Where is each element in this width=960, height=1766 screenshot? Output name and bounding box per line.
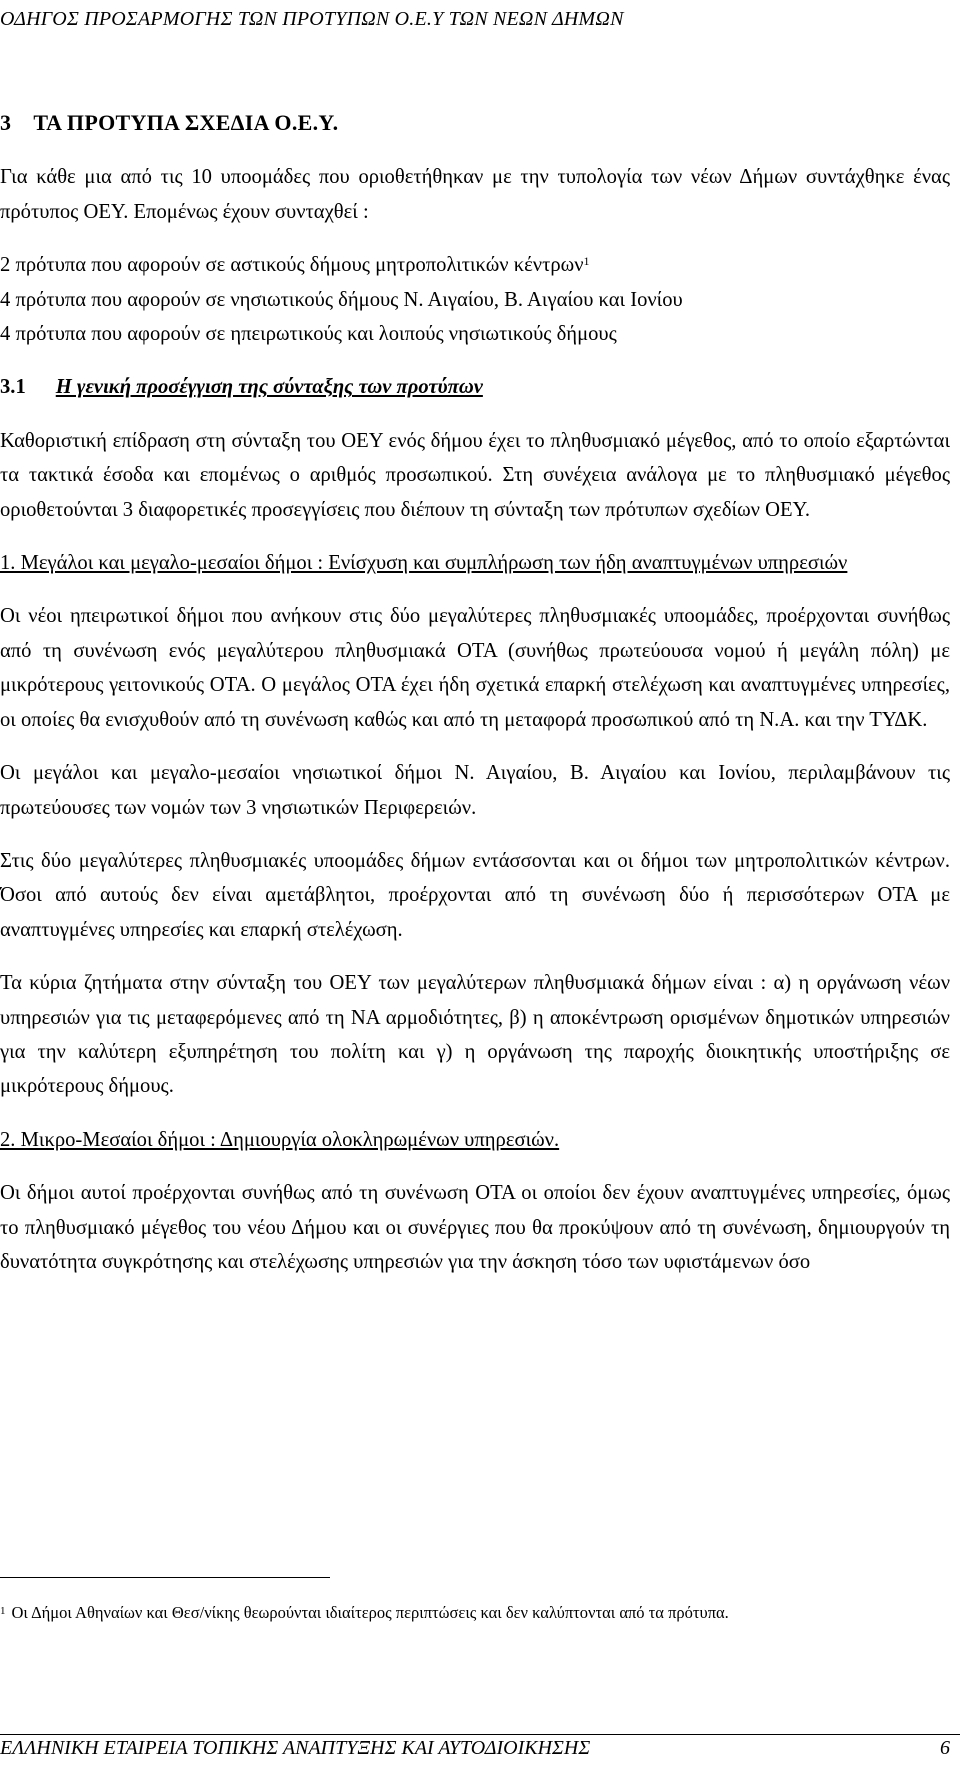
footnote-separator [0,1577,330,1578]
group1-heading: 1. Μεγάλοι και μεγαλο-μεσαίοι δήμοι : Ενίσχυση και συμπλήρωση των ήδη αναπτυγμένων υπηρεσιών [0,552,848,575]
footnote-reference[interactable]: 1 [583,254,590,269]
footer-separator [0,1734,960,1735]
group2-paragraph: Οι δήμοι αυτοί προέρχονται συνήθως από τη συνένωση ΟΤΑ οι οποίοι δεν έχουν αναπτυγμένες υπηρεσίες, όμως το πληθυσμιακό μέγεθος του νέου Δήμου και οι συνέργιες που θα προκύψουν από τη συνένωση, δημιουργούν τη δυνατότητα συγκρότησης και στελέχωσης υπηρεσιών για την άσκηση τόσο των υφιστάμενων όσο [0,1182,950,1273]
chapter-heading [0,106,950,140]
section-number: 3.1 [0,376,26,399]
chapter-title: ΤΑ ΠΡΟΤΥΠΑ ΣΧΕΔΙΑ Ο.Ε.Υ. [33,110,339,135]
footnote-text: Οι Δήμοι Αθηναίων και Θεσ/νίκης θεωρούνται ιδιαίτερος περιπτώσεις και δεν καλύπτονται από τα πρότυπα. [11,1603,729,1622]
footnote-marker: 1 [0,1605,6,1617]
footnote [0,1597,940,1629]
chapter-number: 3 [0,110,12,135]
footer-organization: ΕΛΛΗΝΙΚΗ ΕΤΑΙΡΕΙΑ ΤΟΠΙΚΗΣ ΑΝΑΠΤΥΞΗΣ ΚΑΙ ΑΥΤΟΔΙΟΙΚΗΣΗΣ [0,1737,591,1759]
group1-paragraph: Τα κύρια ζητήματα στην σύνταξη του ΟΕΥ των μεγαλύτερων πληθυσμιακά δήμων είναι : α) η οργάνωση νέων υπηρεσιών για τις μεταφερόμενες από τη ΝΑ αρμοδιότητες, β) η αποκέντρωση ορισμένων δημοτικών υπηρεσιών για την καλύτερη εξυπηρέτηση του πολίτη και γ) η οργάνωση της παροχής διοικητικής υποστήριξης σε μικρότερους δήμους. [0,972,950,1098]
group1-paragraph: Οι νέοι ηπειρωτικοί δήμοι που ανήκουν στις δύο μεγαλύτερες πληθυσμιακές υποομάδες, προέρχονται συνήθως από τη συνένωση ενός μεγαλύτερου πληθυσμιακά ΟΤΑ (συνήθως πρωτεύουσα νομού ή μεγάλη πόλη) με μικρότερους γειτονικούς ΟΤΑ. Ο μεγάλος ΟΤΑ έχει ήδη σχετικά επαρκή στελέχωση και αναπτυγμένες υπηρεσίες, οι οποίες θα ενισχυθούν από τη συνένωση καθώς και από τη μεταφορά προσωπικού από τη Ν.Α. και την ΤΥΔΚ. [0,605,950,731]
section-paragraph: Καθοριστική επίδραση στη σύνταξη του ΟΕΥ ενός δήμου έχει το πληθυσμιακό μέγεθος, από το οποίο εξαρτώνται τα τακτικά έσοδα και επομένως ο αριθμός προσωπικού. Στη συνέχεια ανάλογα με το πληθυσμιακό μέγεθος οριοθετούνται 3 διαφορετικές προσεγγίσεις που διέπουν τη σύνταξη των πρότυπων σχεδίων ΟΕΥ. [0,429,950,521]
section-heading [0,370,950,404]
page-number: 6 [940,1737,950,1759]
list-item-text: 2 πρότυπα που αφορούν σε αστικούς δήμους μητροπολιτικών κέντρων [0,254,584,277]
list-item: 4 πρότυπα που αφορούν σε νησιωτικούς δήμους Ν. Αιγαίου, Β. Αιγαίου και Ιονίου [0,288,683,311]
group1-paragraph: Οι μεγάλοι και μεγαλο-μεσαίοι νησιωτικοί δήμοι Ν. Αιγαίου, Β. Αιγαίου και Ιονίου, περιλαμβάνουν τις πρωτεύουσες των νομών των 3 νησιωτικών Περιφερειών. [0,762,950,819]
template-count-list [0,248,950,351]
section-title: Η γενική προσέγγιση της σύνταξης των προτύπων [55,376,483,399]
group2-heading-text: 2. Μικρο-Μεσαίοι δήμοι : Δημιουργία ολοκληρωμένων υπηρεσιών. [0,1128,560,1151]
intro-paragraph: Για κάθε μια από τις 10 υποομάδες που οριοθετήθηκαν με την τυπολογία των νέων Δήμων συντάχθηκε ένας πρότυπος ΟΕΥ. Επομένως έχουν συνταχθεί : [0,166,950,223]
group2-heading [0,1123,950,1157]
list-item [0,248,950,282]
page-content [0,106,950,1279]
list-item: 4 πρότυπα που αφορούν σε ηπειρωτικούς και λοιπούς νησιωτικούς δήμους [0,323,617,346]
running-header: ΟΔΗΓΟΣ ΠΡΟΣΑΡΜΟΓΗΣ ΤΩΝ ΠΡΟΤΥΠΩΝ Ο.Ε.Υ ΤΩΝ ΝΕΩΝ ΔΗΜΩΝ [0,8,624,30]
running-footer [0,1737,950,1760]
group1-paragraph: Στις δύο μεγαλύτερες πληθυσμιακές υποομάδες δήμων εντάσσονται και οι δήμοι των μητροπολιτικών κέντρων. Όσοι από αυτούς δεν είναι αμετάβλητοι, προέρχονται από τη συνένωση δύο ή περισσότερων ΟΤΑ με αναπτυγμένες υπηρεσίες και επαρκή στελέχωση. [0,849,950,941]
